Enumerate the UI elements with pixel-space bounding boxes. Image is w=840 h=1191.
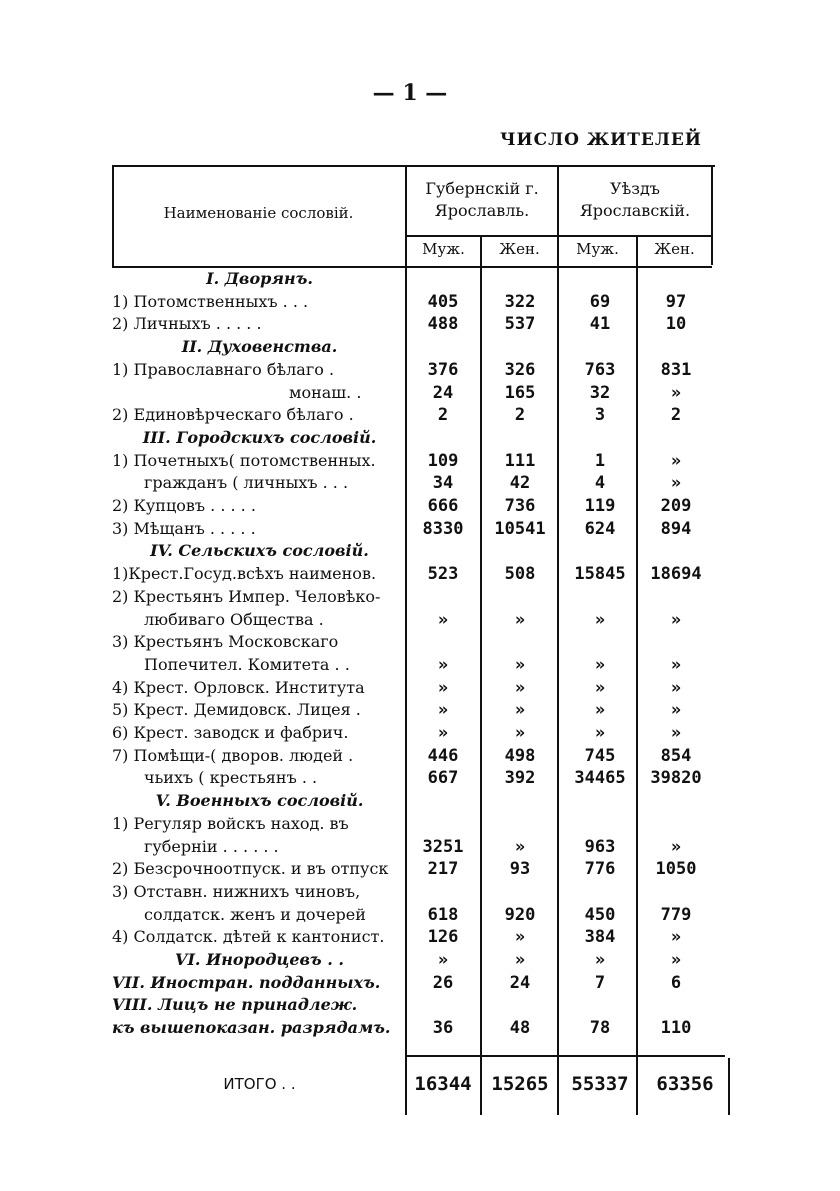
row-label: I. Дворянъ. xyxy=(206,269,313,288)
cell-female-city: 48 xyxy=(509,1018,531,1039)
table-row xyxy=(112,836,712,858)
cell-female-city: 920 xyxy=(504,904,536,925)
cell-male-city: 126 xyxy=(427,927,459,948)
table-right-rule xyxy=(711,165,713,265)
cell-male-uezd: 624 xyxy=(584,518,616,539)
cell-male-uezd: 32 xyxy=(589,382,611,403)
cell-female-uezd: » xyxy=(670,723,682,743)
cell-female-uezd: 110 xyxy=(660,1018,692,1039)
row-label: 5) Крест. Демидовск. Лицея . xyxy=(112,700,361,720)
cell-female-uezd: 18694 xyxy=(650,564,702,585)
header-group-city: Губернскій г. Ярославль. xyxy=(425,179,539,220)
table-row xyxy=(112,858,712,880)
cell-male-city: 618 xyxy=(427,904,459,925)
cell-female-uezd: 2 xyxy=(670,405,682,426)
table-row xyxy=(112,268,712,290)
table-row xyxy=(112,699,712,721)
cell-male-city: » xyxy=(437,723,449,743)
cell-female-city: 498 xyxy=(504,745,536,766)
row-label: 3) Крестьянъ Московскаго xyxy=(112,632,339,652)
cell-female-city: 24 xyxy=(509,972,531,993)
cell-female-city: 736 xyxy=(504,496,536,516)
cell-male-city: » xyxy=(437,609,449,630)
cell-male-uezd: » xyxy=(594,609,606,630)
table-row xyxy=(112,427,712,449)
cell-female-city: » xyxy=(514,950,526,970)
total-male-uezd: 55337 xyxy=(571,1073,629,1095)
table-row xyxy=(112,631,712,653)
row-label: 3) Мѣщанъ . . . . . xyxy=(112,518,256,538)
row-label: губерніи . . . . . . xyxy=(144,836,279,856)
cell-male-city: 3251 xyxy=(422,836,464,857)
row-label: 1) Почетныхъ( потомственных. xyxy=(112,450,376,470)
row-label: 7) Помѣщи-( дворов. людей . xyxy=(112,745,354,765)
table-row xyxy=(112,881,712,903)
cell-male-uezd: 384 xyxy=(584,927,616,948)
cell-female-uezd: » xyxy=(670,927,682,948)
cell-female-city: » xyxy=(514,927,526,948)
cell-male-city: 34 xyxy=(432,473,454,494)
row-label: V. Военныхъ сословій. xyxy=(155,791,364,811)
cell-male-uezd: 41 xyxy=(589,314,611,335)
row-label: VIII. Лицъ не принадлеж. xyxy=(112,995,358,1015)
row-label: солдатск. женъ и дочерей xyxy=(144,904,366,924)
cell-female-uezd: » xyxy=(670,450,682,471)
cell-male-uezd: 963 xyxy=(584,836,616,857)
cell-male-uezd: 15845 xyxy=(574,564,626,585)
table-row xyxy=(112,609,712,631)
table-row xyxy=(112,518,712,540)
cell-male-uezd: » xyxy=(594,700,606,721)
cell-male-city: 446 xyxy=(427,745,459,766)
cell-male-city: 667 xyxy=(427,768,459,789)
row-label: VII. Иностран. подданныхъ. xyxy=(112,972,381,992)
table-row xyxy=(112,359,712,381)
cell-male-uezd: 763 xyxy=(584,359,616,380)
cell-female-uezd: » xyxy=(670,609,682,630)
cell-female-uezd: 831 xyxy=(660,359,692,380)
row-label: 6) Крест. заводск и фабрич. xyxy=(112,723,349,742)
cell-female-city: 326 xyxy=(504,359,536,380)
table-caption: ЧИСЛО ЖИТЕЛЕЙ xyxy=(500,130,702,150)
cell-male-city: 217 xyxy=(427,859,459,880)
cell-male-uezd: 745 xyxy=(584,745,616,766)
cell-male-uezd: 7 xyxy=(594,972,606,993)
cell-male-uezd: 776 xyxy=(584,859,616,880)
cell-female-city: 392 xyxy=(504,768,536,789)
table-row xyxy=(112,767,712,789)
row-label: 1) Регуляр войскъ наход. въ xyxy=(112,813,349,833)
row-label: 2) Единовѣрческаго бѣлаго . xyxy=(112,405,354,425)
cell-female-city: » xyxy=(514,700,526,721)
cell-male-uezd: 34465 xyxy=(574,768,626,789)
cell-male-uezd: » xyxy=(594,654,606,675)
row-label: монаш. . xyxy=(289,382,362,402)
cell-female-uezd: 10 xyxy=(665,314,687,335)
table-row xyxy=(112,1017,712,1039)
cell-male-uezd: » xyxy=(594,950,606,970)
cell-male-uezd: 1 xyxy=(594,450,606,471)
cell-female-city: 322 xyxy=(504,291,536,312)
total-female-uezd: 63356 xyxy=(656,1073,714,1095)
cell-female-uezd: » xyxy=(670,836,682,857)
subheader-top-rule xyxy=(405,235,712,237)
cell-male-city: » xyxy=(437,950,449,970)
table-row xyxy=(112,563,712,585)
header-male-2: Муж. xyxy=(576,240,619,258)
table-row xyxy=(112,722,712,744)
cell-female-city: » xyxy=(514,723,526,743)
cell-male-uezd: 3 xyxy=(594,405,606,426)
cell-female-city: 93 xyxy=(509,859,531,880)
table-row xyxy=(112,472,712,494)
table-row xyxy=(112,291,712,313)
cell-male-city: 376 xyxy=(427,359,459,380)
cell-female-city: 42 xyxy=(509,473,531,494)
right-tail-rule xyxy=(728,1058,730,1115)
cell-male-uezd: 450 xyxy=(584,904,616,925)
cell-female-city: 111 xyxy=(504,450,536,471)
total-row xyxy=(112,1070,712,1098)
cell-male-city: » xyxy=(437,700,449,721)
cell-female-city: » xyxy=(514,609,526,630)
table-row xyxy=(112,495,712,517)
cell-female-uezd: » xyxy=(670,677,682,698)
cell-male-city: » xyxy=(437,654,449,675)
table-row xyxy=(112,745,712,767)
table-row xyxy=(112,540,712,562)
table-row xyxy=(112,790,712,812)
row-label: 3) Отставн. нижнихъ чиновъ, xyxy=(112,881,361,901)
cell-female-uezd: » xyxy=(670,700,682,721)
row-label: IV. Сельскихъ сословій. xyxy=(150,541,369,561)
cell-male-uezd: 78 xyxy=(589,1018,611,1039)
cell-female-uezd: 1050 xyxy=(655,859,697,880)
cell-male-city: 24 xyxy=(432,382,454,403)
cell-female-uezd: » xyxy=(670,950,682,970)
row-label: къ вышепоказан. разрядамъ. xyxy=(112,1018,391,1038)
table-row xyxy=(112,994,712,1016)
row-label: 4) Солдатск. дѣтей к кантонист. xyxy=(112,927,385,947)
cell-female-city: » xyxy=(514,654,526,675)
row-label: Попечител. Комитета . . xyxy=(144,654,350,674)
table-row xyxy=(112,949,712,971)
header-male-1: Муж. xyxy=(422,240,465,258)
cell-female-uezd: 894 xyxy=(660,518,692,539)
row-label: 2) Купцовъ . . . . . xyxy=(112,496,256,515)
cell-male-city: 36 xyxy=(432,1018,454,1039)
table-row xyxy=(112,382,712,404)
cell-male-uezd: 4 xyxy=(594,473,606,494)
header-group-uezd: Уѣздъ Ярославскій. xyxy=(579,179,691,220)
cell-female-city: 2 xyxy=(514,405,526,426)
cell-female-uezd: 854 xyxy=(660,745,692,766)
table-row xyxy=(112,972,712,994)
table-row xyxy=(112,813,712,835)
row-label: III. Городскихъ сословій. xyxy=(142,427,377,447)
cell-male-city: 488 xyxy=(427,314,459,335)
row-label: 1) Потомственныхъ . . . xyxy=(112,291,309,311)
table-row xyxy=(112,654,712,676)
cell-female-uezd: » xyxy=(670,382,682,403)
header-female-1: Жен. xyxy=(499,240,540,258)
cell-male-city: 405 xyxy=(427,291,459,312)
total-top-rule xyxy=(405,1055,725,1057)
table-row xyxy=(112,926,712,948)
cell-female-uezd: 39820 xyxy=(650,768,702,789)
cell-female-city: 165 xyxy=(504,382,536,403)
row-label: 4) Крест. Орловск. Института xyxy=(112,677,365,697)
cell-male-city: 26 xyxy=(432,972,454,993)
cell-male-city: 666 xyxy=(427,496,459,516)
cell-female-uezd: 6 xyxy=(670,972,682,993)
page-number: — 1 — xyxy=(372,80,448,106)
cell-female-uezd: » xyxy=(670,473,682,494)
row-label: 2) Личныхъ . . . . . xyxy=(112,314,262,334)
table-row xyxy=(112,404,712,426)
row-label: чьихъ ( крестьянъ . . xyxy=(144,768,318,788)
cell-male-city: » xyxy=(437,677,449,698)
cell-male-uezd: » xyxy=(594,677,606,698)
cell-female-city: 508 xyxy=(504,564,536,585)
header-female-2: Жен. xyxy=(654,240,695,258)
cell-female-city: 10541 xyxy=(494,518,546,539)
row-label: 1)Крест.Госуд.всѣхъ наименов. xyxy=(112,564,377,584)
cell-female-city: » xyxy=(514,677,526,698)
row-label: 2) Крестьянъ Импер. Человѣко- xyxy=(112,586,381,606)
row-label: II. Духовенства. xyxy=(181,337,338,357)
cell-male-city: 109 xyxy=(427,450,459,471)
row-label: 1) Православнаго бѣлаго . xyxy=(112,359,335,379)
cell-female-uezd: » xyxy=(670,654,682,675)
cell-male-city: 2 xyxy=(437,405,449,426)
table-row xyxy=(112,450,712,472)
table-row xyxy=(112,313,712,335)
total-label: ИТОГО . . xyxy=(223,1075,296,1093)
total-male-city: 16344 xyxy=(414,1073,472,1095)
cell-male-city: 8330 xyxy=(422,518,464,539)
cell-male-uezd: 69 xyxy=(589,291,611,312)
header-name-col: Наименованіе сословій. xyxy=(163,204,354,222)
row-label: VI. Инородцевъ . . xyxy=(175,950,344,969)
cell-female-uezd: 97 xyxy=(665,291,687,312)
row-label: любиваго Общества . xyxy=(144,609,324,629)
row-label: 2) Безсрочноотпуск. и въ отпуск xyxy=(112,859,389,879)
table-row xyxy=(112,586,712,608)
cell-male-uezd: 119 xyxy=(584,496,616,516)
table-row xyxy=(112,677,712,699)
table-row xyxy=(112,904,712,926)
table-top-rule xyxy=(112,165,715,167)
total-female-city: 15265 xyxy=(491,1073,549,1095)
cell-male-uezd: » xyxy=(594,723,606,743)
cell-female-uezd: 779 xyxy=(660,904,692,925)
cell-female-city: » xyxy=(514,836,526,857)
cell-male-city: 523 xyxy=(427,564,459,585)
cell-female-city: 537 xyxy=(504,314,536,335)
table-row xyxy=(112,336,712,358)
cell-female-uezd: 209 xyxy=(660,496,692,516)
row-label: гражданъ ( личныхъ . . . xyxy=(144,473,349,493)
